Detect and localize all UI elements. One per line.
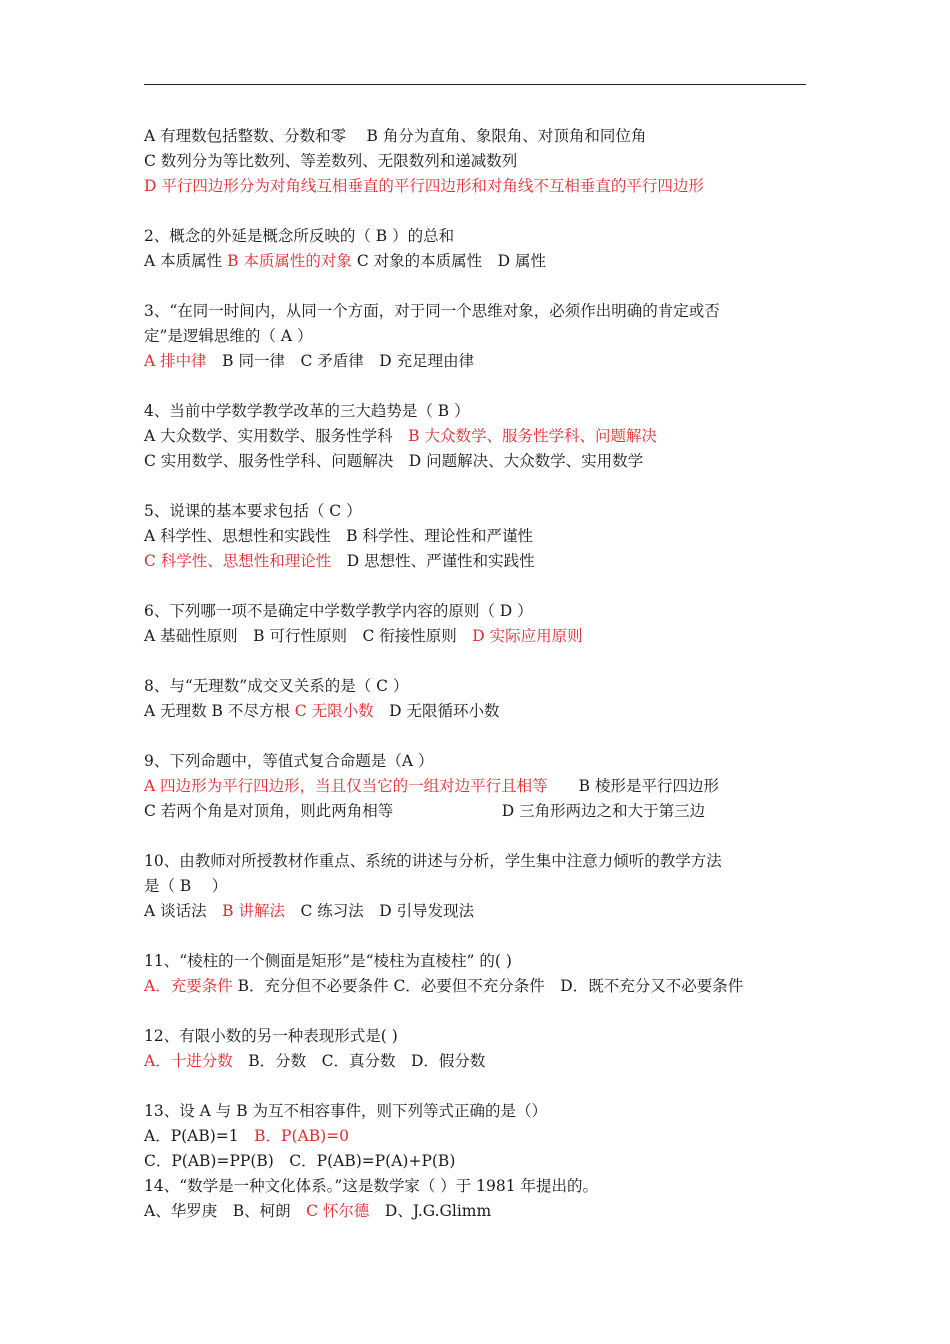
text-segment: 14、“数学是一种文化体系。”这是数学家（ ）于 1981 年提出的。 xyxy=(144,1177,599,1195)
spacer xyxy=(144,474,824,499)
question-text-line xyxy=(144,399,824,424)
question-text-line xyxy=(144,224,824,249)
question-text-line xyxy=(144,1099,824,1124)
question-text-line xyxy=(144,1024,824,1049)
question-block xyxy=(144,224,824,274)
question-option-line xyxy=(144,324,824,349)
question-block xyxy=(144,124,824,199)
text-segment: A 有理数包括整数、分数和零 B 角分为直角、象限角、对顶角和同位角 xyxy=(144,127,647,145)
question-text-line xyxy=(144,849,824,874)
spacer xyxy=(144,574,824,599)
question-block xyxy=(144,1024,824,1074)
text-segment: 3、“在同一时间内，从同一个方面，对于同一个思维对象，必须作出明确的肯定或否 xyxy=(144,302,720,320)
question-option-line xyxy=(144,424,824,449)
answer-highlight: A 四边形为平行四边形，当且仅当它的一组对边平行且相等 xyxy=(144,777,548,795)
question-text-line xyxy=(144,949,824,974)
text-segment: A．P(AB)=1 xyxy=(144,1127,255,1145)
answer-highlight: A．十进分数 xyxy=(144,1052,233,1070)
spacer xyxy=(144,924,824,949)
question-block xyxy=(144,599,824,649)
text-segment: B 同一律 C 矛盾律 D 充足理由律 xyxy=(206,352,475,370)
question-text-line xyxy=(144,124,824,149)
text-segment: 13、设 A 与 B 为互不相容事件，则下列等式正确的是（） xyxy=(144,1102,548,1120)
question-block xyxy=(144,499,824,574)
text-segment: 定”是逻辑思维的（ A ） xyxy=(144,327,313,345)
question-option-line xyxy=(144,249,824,274)
document-body xyxy=(144,124,824,1224)
text-segment: A 科学性、思想性和实践性 B 科学性、理论性和严谨性 xyxy=(144,527,533,545)
question-option-line xyxy=(144,149,824,174)
spacer xyxy=(144,824,824,849)
question-option-line xyxy=(144,874,824,899)
question-block xyxy=(144,399,824,474)
text-segment: A 大众数学、实用数学、服务性学科 xyxy=(144,427,409,445)
spacer xyxy=(144,999,824,1024)
question-block xyxy=(144,749,824,824)
question-text-line xyxy=(144,1174,824,1199)
answer-highlight: B 大众数学、服务性学科、问题解决 xyxy=(408,427,657,445)
header-rule xyxy=(144,84,806,85)
question-option-line xyxy=(144,774,824,799)
text-segment: 10、由教师对所授教材作重点、系统的讲述与分析，学生集中注意力倾听的教学方法 xyxy=(144,852,722,870)
answer-highlight: D 平行四边形分为对角线互相垂直的平行四边形和对角线不互相垂直的平行四边形 xyxy=(144,177,704,195)
answer-highlight: A．充要条件 xyxy=(144,977,233,995)
question-option-line xyxy=(144,624,824,649)
answer-highlight: C 无限小数 xyxy=(294,702,374,720)
text-segment: A 谈话法 xyxy=(144,902,223,920)
question-option-line xyxy=(144,524,824,549)
question-option-line xyxy=(144,1124,824,1149)
spacer xyxy=(144,374,824,399)
question-option-line xyxy=(144,1049,824,1074)
text-segment: A 无理数 B 不尽方根 xyxy=(144,702,295,720)
spacer xyxy=(144,649,824,674)
question-option-line xyxy=(144,1149,824,1174)
question-text-line xyxy=(144,599,824,624)
text-segment: C 练习法 D 引导发现法 xyxy=(284,902,475,920)
spacer xyxy=(144,724,824,749)
text-segment: D、J.G.Glimm xyxy=(369,1202,492,1220)
question-text-line xyxy=(144,674,824,699)
text-segment: 5、说课的基本要求包括（ C ） xyxy=(144,502,362,520)
question-block xyxy=(144,674,824,724)
text-segment: B．分数 C．真分数 D．假分数 xyxy=(232,1052,486,1070)
question-text-line xyxy=(144,499,824,524)
answer-highlight: C 科学性、思想性和理论性 xyxy=(144,552,332,570)
question-option-line xyxy=(144,549,824,574)
text-segment: D 无限循环小数 xyxy=(373,702,500,720)
text-segment: 8、与“无理数”成交叉关系的是（ C ） xyxy=(144,677,409,695)
spacer xyxy=(144,1074,824,1099)
text-segment: 6、下列哪一项不是确定中学数学教学内容的原则（ D ） xyxy=(144,602,533,620)
answer-highlight: C 怀尔德 xyxy=(306,1202,370,1220)
question-option-line xyxy=(144,449,824,474)
spacer xyxy=(144,274,824,299)
text-segment: B．充分但不必要条件 C．必要但不充分条件 D．既不充分又不必要条件 xyxy=(232,977,744,995)
answer-highlight: B 本质属性的对象 xyxy=(227,252,352,270)
spacer xyxy=(144,199,824,224)
text-segment: C 数列分为等比数列、等差数列、无限数列和递减数列 xyxy=(144,152,518,170)
text-segment: A 基础性原则 B 可行性原则 C 衔接性原则 xyxy=(144,627,473,645)
text-segment: 4、当前中学数学教学改革的三大趋势是（ B ） xyxy=(144,402,470,420)
question-block xyxy=(144,949,824,999)
question-block xyxy=(144,299,824,374)
answer-highlight: D 实际应用原则 xyxy=(472,627,583,645)
question-block xyxy=(144,849,824,924)
text-segment: C 对象的本质属性 D 属性 xyxy=(351,252,546,270)
answer-highlight: A 排中律 xyxy=(144,352,207,370)
text-segment: D 思想性、严谨性和实践性 xyxy=(331,552,535,570)
question-block xyxy=(144,1099,824,1174)
question-option-line xyxy=(144,799,824,824)
question-option-line xyxy=(144,174,824,199)
question-block xyxy=(144,1174,824,1224)
text-segment: C．P(AB)=PP(B) C．P(AB)=P(A)+P(B) xyxy=(144,1152,456,1170)
question-option-line xyxy=(144,899,824,924)
text-segment: B 棱形是平行四边形 xyxy=(547,777,719,795)
text-segment: C 实用数学、服务性学科、问题解决 D 问题解决、大众数学、实用数学 xyxy=(144,452,644,470)
answer-highlight: B．P(AB)=0 xyxy=(254,1127,350,1145)
question-option-line xyxy=(144,349,824,374)
question-option-line xyxy=(144,974,824,999)
text-segment: 12、有限小数的另一种表现形式是( ) xyxy=(144,1027,398,1045)
question-text-line xyxy=(144,749,824,774)
question-text-line xyxy=(144,299,824,324)
question-option-line xyxy=(144,1199,824,1224)
answer-highlight: B 讲解法 xyxy=(222,902,285,920)
text-segment: 11、“棱柱的一个侧面是矩形”是“棱柱为直棱柱” 的( ) xyxy=(144,952,512,970)
text-segment: A、华罗庚 B、柯朗 xyxy=(144,1202,307,1220)
text-segment: 2、概念的外延是概念所反映的（ B ）的总和 xyxy=(144,227,455,245)
text-segment: 9、下列命题中，等值式复合命题是（A ） xyxy=(144,752,434,770)
question-option-line xyxy=(144,699,824,724)
text-segment: C 若两个角是对顶角，则此两角相等 D 三角形两边之和大于第三边 xyxy=(144,802,706,820)
text-segment: 是（ B ） xyxy=(144,877,228,895)
text-segment: A 本质属性 xyxy=(144,252,228,270)
